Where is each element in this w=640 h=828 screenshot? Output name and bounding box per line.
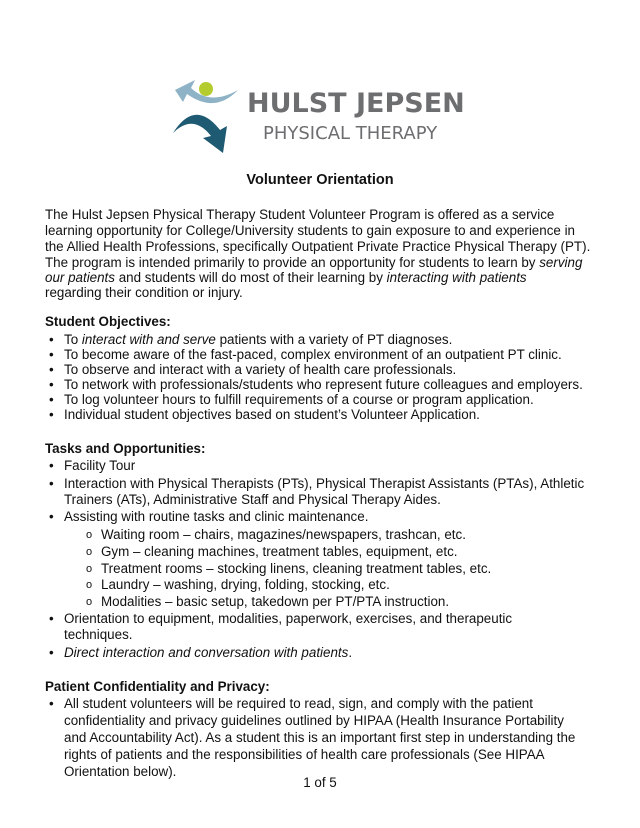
text: patients with a variety of PT diagnoses.: [215, 332, 453, 347]
intro-line: The Hulst Jepsen Physical Therapy Student Volunteer Program is offered as a service: [45, 207, 555, 222]
logo-line1: HULST JEPSEN: [247, 88, 465, 119]
list-item-continuation: and Accountability Act). As a student this is an important first step in understanding the: [64, 730, 576, 745]
logo-green-dot: [199, 82, 213, 96]
emphasis: interact with and serve: [81, 332, 216, 347]
emphasis: our patients: [45, 270, 115, 285]
list-item: [64, 332, 452, 348]
list-item-continuation: rights of patients and the responsibilities of health care professionals (See HIPAA: [64, 747, 545, 762]
bullet-icon: •: [49, 645, 54, 660]
text: .: [348, 645, 353, 660]
list-item: Orientation to equipment, modalities, paperwork, exercises, and therapeutic: [64, 611, 513, 626]
list-item: Facility Tour: [64, 458, 136, 473]
sub-bullet-icon: o: [86, 579, 93, 591]
list-item-continuation: Orientation below).: [64, 764, 177, 779]
list-item-continuation: techniques.: [64, 627, 133, 642]
emphasis: interacting with patients: [386, 270, 527, 285]
intro-line: [45, 255, 582, 271]
intro-line: the Allied Health Professions, specifically Outpatient Private Practice Physical Therapy (PT).: [45, 239, 591, 254]
section-heading: Student Objectives:: [45, 314, 171, 329]
bullet-icon: •: [49, 362, 54, 377]
sub-list-item: Treatment rooms – stocking linens, cleaning treatment tables, etc.: [101, 561, 492, 576]
list-item: To become aware of the fast-paced, complex environment of an outpatient PT clinic.: [64, 347, 562, 362]
company-logo: [165, 68, 485, 160]
bullet-icon: •: [49, 377, 54, 392]
list-item: Individual student objectives based on student’s Volunteer Application.: [64, 407, 480, 422]
emphasis: serving: [539, 255, 583, 270]
text: The program is intended primarily to provide an opportunity for students to learn by: [45, 255, 540, 270]
bullet-icon: •: [49, 407, 54, 422]
page-number: 1 of 5: [303, 775, 337, 790]
logo-line2: PHYSICAL THERAPY: [263, 123, 438, 144]
list-item-continuation: Trainers (ATs), Administrative Staff and Physical Therapy Aides.: [64, 492, 441, 507]
intro-line: learning opportunity for College/University students to gain exposure to and experience in: [45, 223, 575, 238]
list-item-continuation: confidentiality and privacy guidelines outlined by HIPAA (Health Insurance Portability: [64, 713, 564, 728]
list-item: To log volunteer hours to fulfill requirements of a course or program application.: [64, 392, 534, 407]
list-item: To network with professionals/students who represent future colleagues and employers.: [64, 377, 583, 392]
section-heading: Patient Confidentiality and Privacy:: [45, 679, 270, 694]
emphasis: Direct interaction and conversation with patients: [64, 645, 349, 660]
bullet-icon: •: [49, 347, 54, 362]
sub-bullet-icon: o: [86, 546, 93, 558]
sub-list-item: Gym – cleaning machines, treatment tables, equipment, etc.: [101, 544, 458, 559]
text: To: [64, 332, 82, 347]
sub-list-item: Laundry – washing, drying, folding, stocking, etc.: [101, 577, 390, 592]
bullet-icon: •: [49, 332, 54, 347]
bullet-icon: •: [49, 611, 54, 626]
sub-list-item: Modalities – basic setup, takedown per PT/PTA instruction.: [101, 594, 450, 609]
sub-bullet-icon: o: [86, 529, 93, 541]
sub-bullet-icon: o: [86, 596, 93, 608]
bullet-icon: •: [49, 458, 54, 473]
list-item: To observe and interact with a variety of health care professionals.: [64, 362, 457, 377]
list-item: All student volunteers will be required to read, sign, and comply with the patient: [64, 696, 533, 711]
bullet-icon: •: [49, 476, 54, 491]
text: and students will do most of their learning by: [114, 270, 387, 285]
sub-bullet-icon: o: [86, 563, 93, 575]
bullet-icon: •: [49, 696, 54, 711]
list-item: [64, 645, 352, 661]
logo-dark-arrow: [173, 115, 227, 153]
sub-list-item: Waiting room – chairs, magazines/newspapers, trashcan, etc.: [101, 527, 466, 542]
section-heading: Tasks and Opportunities:: [45, 441, 206, 456]
list-item: Assisting with routine tasks and clinic maintenance.: [64, 509, 369, 524]
intro-line: regarding their condition or injury.: [45, 285, 243, 300]
bullet-icon: •: [49, 509, 54, 524]
intro-line: [45, 270, 527, 286]
document-title: Volunteer Orientation: [246, 172, 394, 188]
list-item: Interaction with Physical Therapists (PTs), Physical Therapist Assistants (PTAs), Athletic: [64, 476, 585, 491]
bullet-icon: •: [49, 392, 54, 407]
